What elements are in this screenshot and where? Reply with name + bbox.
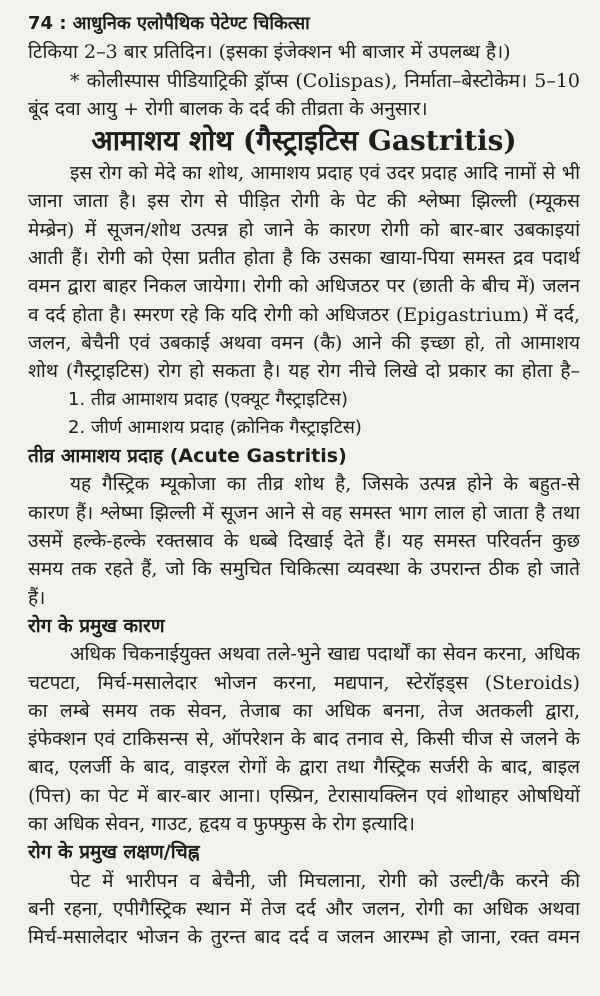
section-heading-acute: तीव्र आमाशय प्रदाह (Acute Gastritis) bbox=[28, 445, 347, 468]
paragraph-line: हैं। bbox=[28, 586, 46, 609]
paragraph-line: इस रोग को मेदे का शोथ, आमाशय प्रदाह एवं उदर प्रदाह आदि नामों से भी bbox=[70, 162, 580, 185]
paragraph-line: (पित्त) का पेट में बार-बार आना। एस्प्रिन, टेरासायक्लिन एवं शोथाहर ओषधियों bbox=[28, 784, 580, 807]
section-heading-symptoms: रोग के प्रमुख लक्षण/चिह्न bbox=[28, 841, 200, 864]
paragraph-line: * कोलीस्पास पीडियाट्रिकी ड्रॉप्स (Colispas), निर्माता–बेस्टोकेम। 5–10 bbox=[70, 69, 580, 92]
paragraph-line: मिर्च-मसालेदार भोजन के तुरन्त बाद दर्द व जलन आरम्भ हो जाना, रक्त वमन bbox=[28, 926, 580, 949]
paragraph-line: शोथ (गैस्ट्राइटिस) रोग हो सकता है। यह रोग नीचे लिखे दो प्रकार का होता है– bbox=[28, 360, 580, 383]
running-header: 74 : आधुनिक एलोपैथिक पेटेण्ट चिकित्सा bbox=[28, 13, 310, 34]
paragraph-line: बनी रहना, एपीगैस्ट्रिक स्थान में तेज दर्द और जलन, रोगी का अधिक अथवा bbox=[28, 897, 580, 920]
paragraph-line: बाद, एलर्जी के बाद, वाइरल रोगों के द्वारा तथा गैस्ट्रिक सर्जरी के बाद, बाइल bbox=[28, 756, 580, 779]
paragraph-line: पेट में भारीपन व बेचैनी, जी मिचलाना, रोगी को उल्टी/कै करने की bbox=[70, 869, 580, 892]
paragraph-line: उसमें हल्के-हल्के रक्तस्राव के धब्बे दिखाई देते हैं। यह समस्त परिवर्तन कुछ bbox=[28, 530, 580, 553]
paragraph-line: आती हैं। रोगी को ऐसा प्रतीत होता है कि उसका खाया-पिया समस्त द्रव पदार्थ bbox=[28, 247, 580, 270]
paragraph-line: व दर्द होता है। स्मरण रहे कि यदि रोगी को अधिजठर (Epigastrium) में दर्द, bbox=[28, 303, 580, 326]
paragraph-line: बूंद दवा आयु + रोगी बालक के दर्द की तीव्रता के अनुसार। bbox=[28, 97, 428, 120]
section-heading-causes: रोग के प्रमुख कारण bbox=[28, 614, 165, 637]
chapter-title: आमाशय शोथ (गैस्ट्राइटिस Gastritis) bbox=[91, 124, 517, 158]
paragraph-line: वमन द्वारा बाहर निकल जायेगा। रोगी को अधिजठर पर (छाती के बीच में) जलन bbox=[28, 275, 580, 298]
paragraph-line: इंफेक्शन एवं टाकिसन्स से, ऑपरेशन के बाद तनाव से, किसी चीज से जलने के bbox=[28, 728, 580, 751]
paragraph-line: यह गैस्ट्रिक म्यूकोजा का तीव्र शोथ है, जिसके उत्पन्न होने के बहुत-से bbox=[70, 473, 580, 496]
paragraph-line: अधिक चिकनाईयुक्त अथवा तले-भुने खाद्य पदार्थों का सेवन करना, अधिक bbox=[70, 643, 580, 666]
paragraph-line: का अधिक सेवन, गाउट, हृदय व फुफ्फुस के रोग इत्यादि। bbox=[28, 813, 415, 836]
paragraph-line: टिकिया 2–3 बार प्रतिदिन। (इसका इंजेक्शन भी बाजार में उपलब्ध है।) bbox=[28, 41, 511, 64]
paragraph-line: चटपटा, मिर्च-मसालेदार भोजन करना, मद्यपान, स्टेरॉइड्स (Steroids) bbox=[28, 671, 580, 694]
paragraph-line: का लम्बे समय तक सेवन, तेजाब का अधिक बनना, तेज अतकली द्वारा, bbox=[28, 699, 580, 722]
paragraph-line: समय तक रहते हैं, जो कि समुचित चिकित्सा व्यवस्था के उपरान्त ठीक हो जाते bbox=[28, 558, 580, 581]
paragraph-line: जलन, बेचैनी एवं उबकाई अथवा वमन (कै) आने की इच्छा हो, तो आमाशय bbox=[28, 331, 580, 354]
list-item: 2. जीर्ण आमाशय प्रदाह (क्रोनिक गैस्ट्राइटिस) bbox=[68, 416, 362, 438]
list-item: 1. तीव्र आमाशय प्रदाह (एक्यूट गैस्ट्राइटिस) bbox=[68, 388, 348, 410]
paragraph-line: जाना जाता है। इस रोग से पीड़ित रोगी के पेट की श्लेष्मा झिल्ली (म्यूकस bbox=[28, 190, 580, 213]
paragraph-line: कारण हैं। श्लेष्मा झिल्ली में सूजन आने से वह समस्त भाग लाल हो जाता है तथा bbox=[28, 501, 580, 524]
book-page bbox=[28, 10, 580, 952]
paragraph-line: मेम्ब्रेन) में सूजन/शोथ उत्पन्न हो जाने के कारण रोगी को बार-बार उबकाइयां bbox=[28, 218, 580, 241]
